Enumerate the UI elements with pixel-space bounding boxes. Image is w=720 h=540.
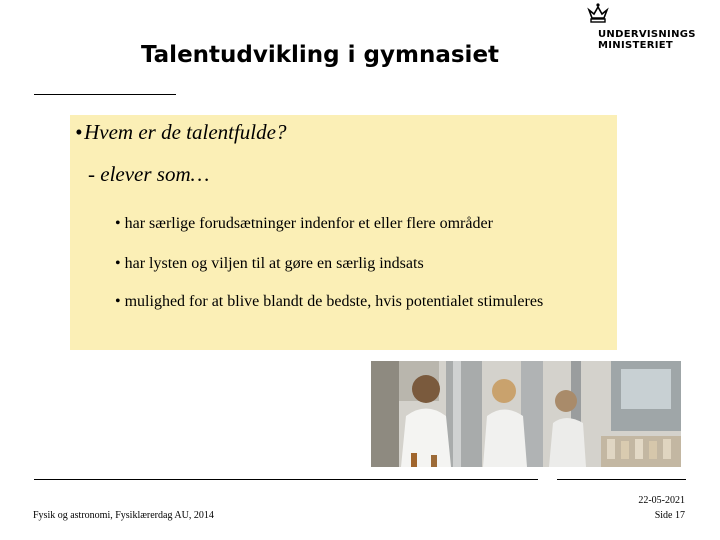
content-heading: • Hvem er de talentfulde? (75, 120, 287, 144)
footer-rule-left (34, 479, 538, 480)
footer-caption: Fysik og astronomi, Fysiklærerdag AU, 2014 (33, 510, 214, 521)
logo-text-line1: UNDERVISNINGS (598, 29, 696, 40)
slide-title: Talentudvikling i gymnasiet (140, 42, 500, 68)
footer-rule-right (557, 479, 686, 480)
bullet-text: mulighed for at blive blandt de bedste, hvis potentialet stimuleres (124, 293, 544, 310)
bullet-text: har særlige forudsætninger indenfor et eller flere områder (124, 215, 493, 232)
footer-date: 22-05-2021 (638, 495, 685, 506)
lab-photo (371, 361, 681, 467)
content-subheading: - elever som… (88, 162, 210, 186)
crown-icon (586, 2, 610, 24)
footer-page-number: Side 17 (654, 510, 685, 521)
bullet-item: • har lysten og viljen til at gøre en særlig indsats (115, 255, 424, 272)
title-underline (34, 94, 176, 95)
bullet-item: • mulighed for at blive blandt de bedste, hvis potentialet stimuleres (115, 293, 544, 310)
bullet-text: har lysten og viljen til at gøre en særlig indsats (124, 255, 424, 272)
content-heading-text: Hvem er de talentfulde? (84, 120, 287, 144)
bullet-item: • har særlige forudsætninger indenfor et eller flere områder (115, 215, 493, 232)
logo-text-line2: MINISTERIET (598, 40, 673, 51)
